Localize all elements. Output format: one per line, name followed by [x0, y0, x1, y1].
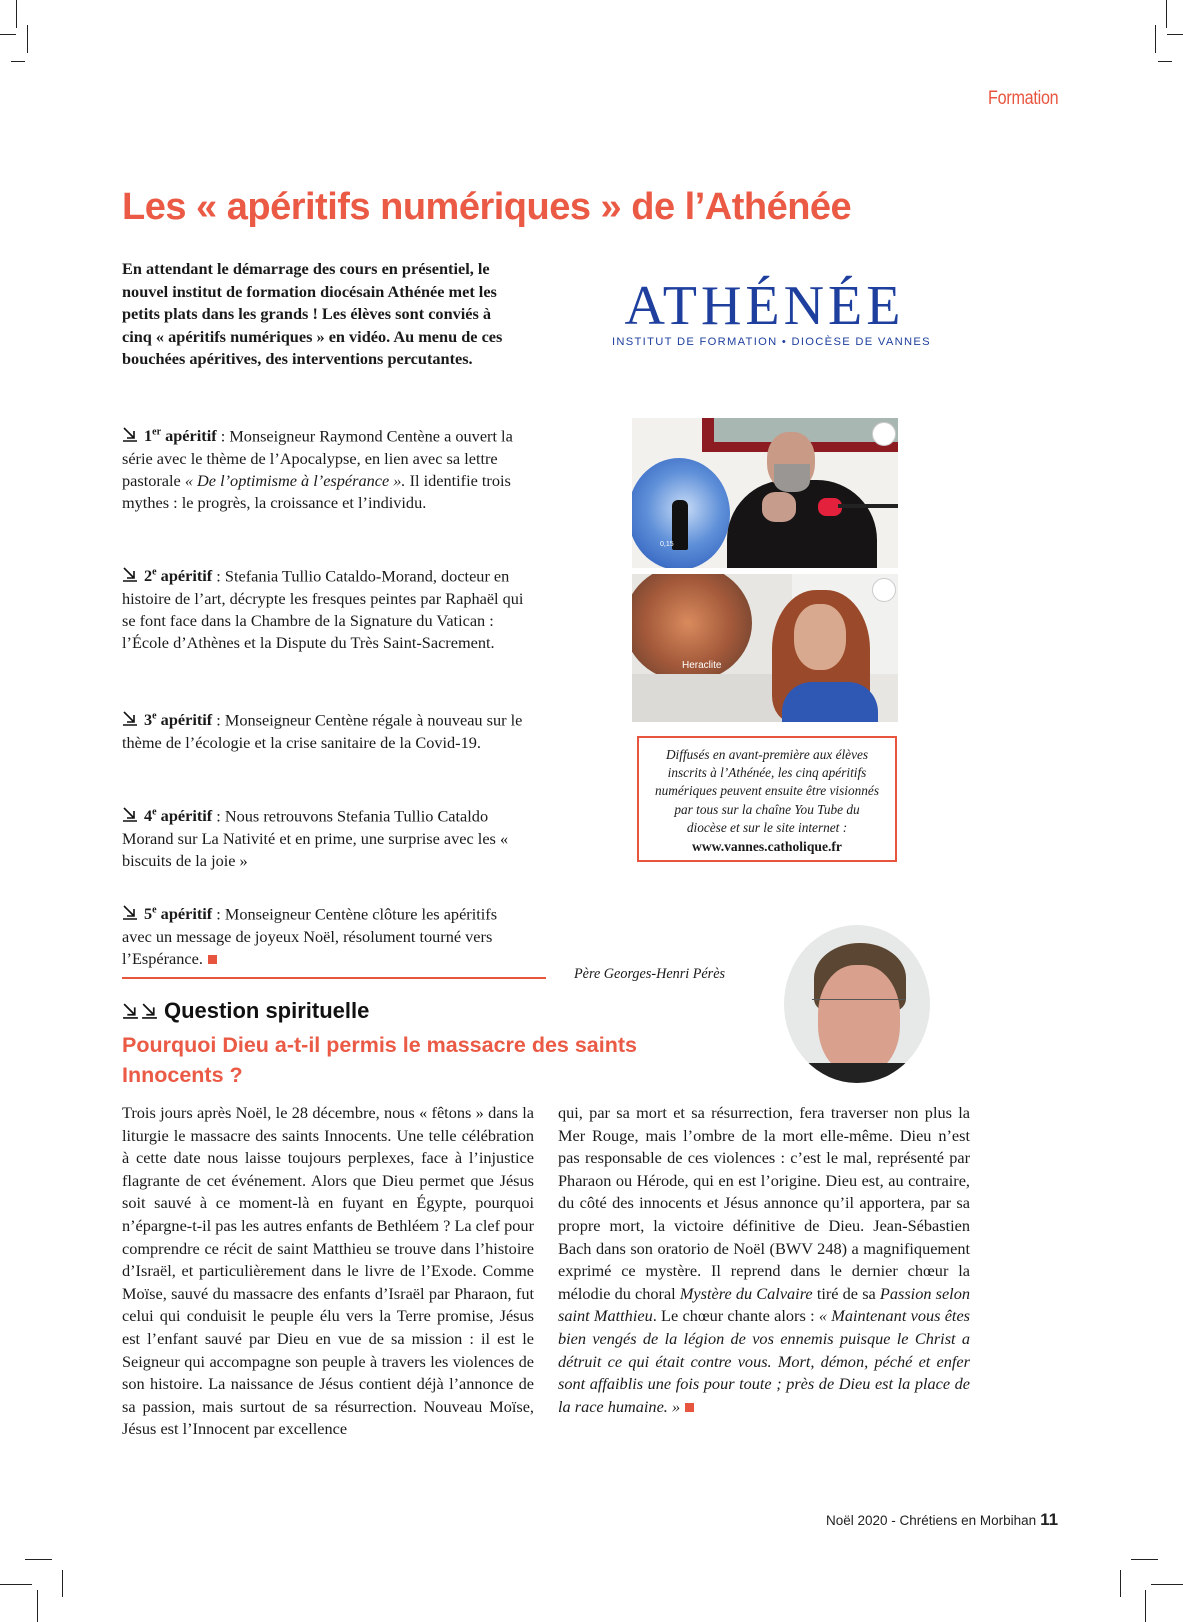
- question-heading: [122, 998, 369, 1024]
- question-subtitle: Pourquoi Dieu a-t-il permis le massacre des saints Innocents ?: [122, 1033, 637, 1087]
- crop-mark: [62, 1570, 63, 1597]
- page-number: 11: [1040, 1510, 1059, 1529]
- website-link[interactable]: www.vannes.catholique.fr: [692, 839, 842, 855]
- page-title: Les « apéritifs numériques » de l’Athénée: [122, 186, 852, 228]
- arrow-down-right-icon: [122, 566, 138, 582]
- author-shirt: [804, 1063, 914, 1083]
- section-tag: Formation: [988, 88, 1059, 109]
- crop-mark: [1120, 1570, 1121, 1597]
- woman-blouse: [782, 682, 878, 722]
- arrow-down-right-icon: [122, 710, 138, 726]
- watermark-badge: [872, 578, 896, 602]
- arrow-down-right-icon: [141, 1002, 158, 1019]
- page-footer: [826, 1510, 1058, 1530]
- end-mark-icon: [208, 955, 217, 964]
- woman-face: [794, 604, 846, 670]
- silhouette: [672, 500, 688, 550]
- crop-mark: [1166, 0, 1167, 28]
- footer-text: Noël 2020 - Chrétiens en Morbihan: [826, 1513, 1037, 1528]
- video-still-historian: [632, 574, 898, 722]
- author-name: Père Georges-Henri Pérès: [574, 966, 726, 982]
- arrow-down-right-icon: [122, 426, 138, 442]
- video-still-bishop: [632, 418, 898, 568]
- logo-subtitle: INSTITUT DE FORMATION • DIOCÈSE DE VANNES: [612, 336, 931, 348]
- aperitif-item-2: 2e apéritif : Stefania Tullio Cataldo-Morand, docteur en histoire de l’art, décrypte les fresques peintes par Raphaël qui se font face dans la Chambre de la Signature du Vatican : l’École d’Athènes et la Dispute du Très Saint-Sacrement.: [122, 566, 524, 653]
- arrow-down-right-icon: [122, 904, 138, 920]
- crop-mark: [11, 61, 25, 62]
- glasses: [812, 999, 906, 1000]
- end-mark-icon: [685, 1403, 694, 1412]
- text-run: tiré de sa: [812, 1283, 880, 1303]
- choral-title: Mystère du Calvaire: [679, 1283, 813, 1303]
- logo-word: ATHÉNÉE: [624, 275, 905, 337]
- passion-title: Passion selon saint Matthieu: [558, 1283, 970, 1326]
- caption-box: [637, 736, 897, 862]
- fresco-label: Heraclite: [682, 660, 722, 671]
- question-heading-label: Question spirituelle: [164, 998, 370, 1023]
- aperitif-item-3: 3e apéritif : Monseigneur Centène régale à nouveau sur le thème de l’écologie et la crise sanitaire de la Covid-19.: [122, 710, 523, 752]
- text-run: qui, par sa mort et sa résurrection, fera traverser non plus la Mer Rouge, mais l’ombre de la mort elle-même. Dieu n’est pas responsable de ces violences : c’est le mal, représenté par Pharaon ou Hérode, qui en est l’origine. Dieu est, au contraire, du côté des innocents et Jésus annonce qu’il apportera, par sa propre mort, la victoire définitive de Dieu. Jean-Sébastien Bach dans son oratorio de Noël (BWV 248) a magnifiquement exprimé ce mystère. Il reprend dans le dernier chœur la mélodie du choral: [558, 1103, 970, 1303]
- arrow-down-right-icon: [122, 1002, 139, 1019]
- crop-mark: [1145, 1590, 1146, 1622]
- crop-mark: [27, 25, 28, 53]
- crop-mark: [16, 0, 17, 28]
- text-run: . Le chœur chante alors :: [652, 1306, 819, 1326]
- watermark-badge: [872, 422, 896, 446]
- aperitif-item-5: 5e apéritif : Monseigneur Centène clôture les apéritifs avec un message de joyeux Noël, résolument tourné vers l’Espérance.: [122, 904, 498, 969]
- choir-quote: « Maintenant vous êtes bien vengés de la légion de vos ennemis puisque le Christ a détruit ce qui était contre vous. Mort, démon, péché et enfer sont affaiblis une fois pour toute ; près de Dieu est la place de la race humaine. »: [558, 1306, 971, 1416]
- overlay-number: 0,15: [660, 541, 674, 548]
- bishop-body: [727, 480, 877, 568]
- author-photo: [784, 925, 930, 1083]
- caption-text: Diffusés en avant-première aux élèves inscrits à l’Athénée, les cinq apéritifs numériques peuvent ensuite être visionnés par tous sur la chaîne You Tube du diocèse et sur le site internet :: [654, 747, 879, 835]
- crop-mark: [25, 1559, 52, 1560]
- aperitif-item-4: 4e apéritif : Nous retrouvons Stefania Tullio Cataldo Morand sur La Nativité et en prime, une surprise avec les « biscuits de la joie »: [122, 806, 509, 871]
- crop-mark: [0, 34, 16, 35]
- crop-mark: [0, 1584, 32, 1585]
- aperitif-item-1: 1er apéritif : Monseigneur Raymond Centène a ouvert la série avec le thème de l’Apocalypse, en lien avec sa lettre pastorale « De l’optimisme à l’espérance ». Il identifie trois mythes : le progrès, la croissance et l’individu.: [122, 426, 513, 513]
- arrow-down-right-icon: [122, 806, 138, 822]
- section-divider: [122, 977, 546, 979]
- bishop-beard: [774, 464, 810, 492]
- article-column-1: Trois jours après Noël, le 28 décembre, nous « fêtons » dans la liturgie le massacre des saints Innocents. Une telle célébration à cette date nous laisse toujours perplexes, face à l’injustice flagrante de cet événement. Alors que Dieu permet que Jésus soit sauvé à ce moment-là en fuyant en Égypte, pourquoi n’épargne-t-il pas les autres enfants de Bethléem ? La clef pour comprendre ce récit de saint Matthieu se trouve dans l’histoire d’Israël, et particulièrement dans le livre de l’Exode. Comme Moïse, sauvé du massacre des enfants d’Israël par Pharaon, fut celui qui conduisit le peuple élu vers la Terre promise, Jésus est l’enfant sauvé par Dieu en vue de sa mission : il est le Seigneur qui accompagne son peuple à travers les violences de son histoire. La naissance de Jésus contient déjà l’annonce de sa passion, mais surtout de sa résurrection. Nouveau Moïse, Jésus est l’Innocent par excellence: [122, 1103, 534, 1439]
- athenee-logo: [612, 275, 931, 348]
- crop-mark: [1151, 1584, 1183, 1585]
- crop-mark: [1167, 34, 1183, 35]
- crop-mark: [37, 1590, 38, 1622]
- article-column-2: [558, 1102, 970, 1418]
- hand: [762, 492, 796, 522]
- mic-stand: [838, 504, 898, 508]
- crop-mark: [1131, 1559, 1158, 1560]
- crop-mark: [1158, 61, 1172, 62]
- author-face: [818, 965, 900, 1075]
- crop-mark: [1155, 25, 1156, 53]
- sofa: [632, 674, 792, 722]
- intro-paragraph: En attendant le démarrage des cours en présentiel, le nouvel institut de formation diocésain Athénée met les petits plats dans les grands ! Les élèves sont conviés à cinq « apéritifs numériques » en vidéo. Au menu de ces bouchées apéritives, des interventions percutantes.: [122, 259, 503, 368]
